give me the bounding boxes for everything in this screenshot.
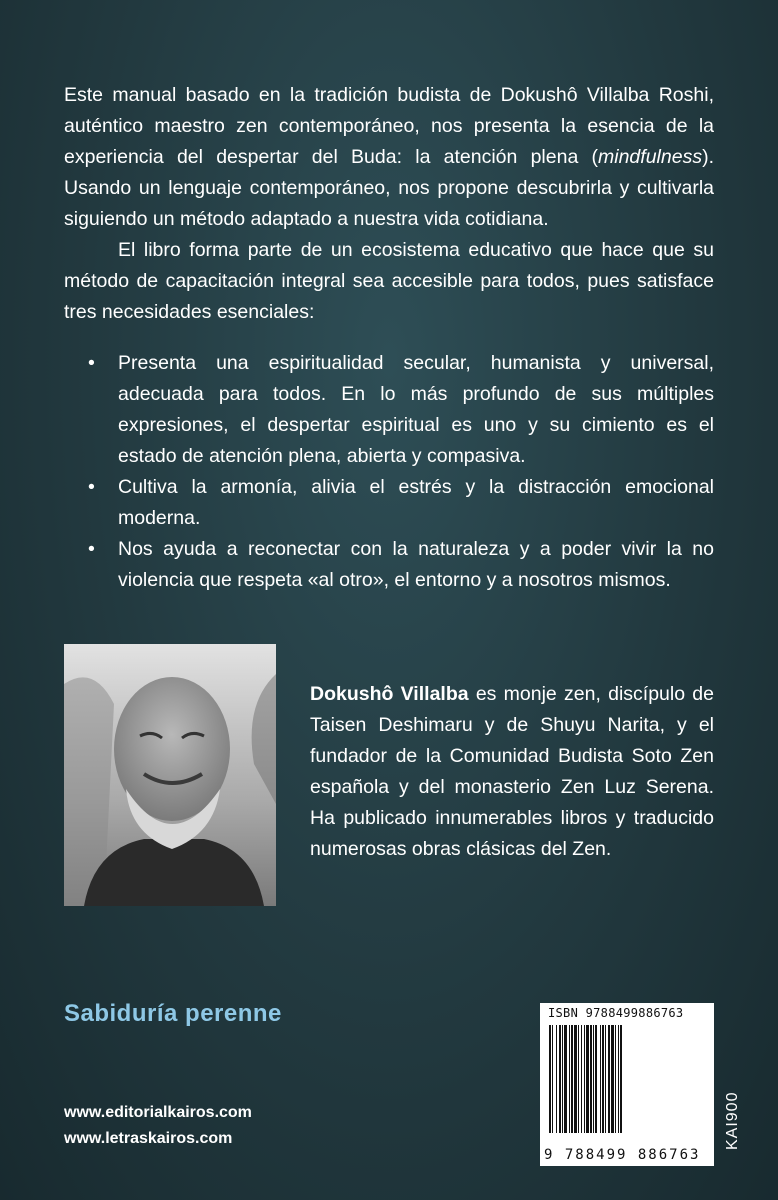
needs-list bbox=[88, 348, 714, 596]
barcode-bar bbox=[581, 1025, 582, 1133]
barcode-bar bbox=[595, 1025, 597, 1133]
list-item-text: Cultiva la armonía, alivia el estrés y la distracción emocional moderna. bbox=[118, 476, 714, 529]
barcode-bar bbox=[615, 1025, 616, 1133]
bullet-icon: • bbox=[88, 476, 95, 498]
website-link[interactable]: www.editorialkairos.com bbox=[64, 1104, 252, 1121]
list-item-text: Nos ayuda a reconectar con la naturaleza y a poder vivir la no violencia que respeta «al otro», el entorno y a nosotros mismos. bbox=[118, 538, 714, 591]
barcode-bar bbox=[618, 1025, 619, 1133]
isbn-barcode bbox=[540, 1003, 714, 1166]
barcode-bar bbox=[569, 1025, 570, 1133]
barcode-bar bbox=[586, 1025, 589, 1133]
collection-name: Sabiduría perenne bbox=[64, 1000, 282, 1027]
intro-paragraph-2: El libro forma parte de un ecosistema educativo que hace que su método de capacitación integral sea accesible para todos, pues satisface tres necesidades esenciales: bbox=[64, 239, 714, 323]
barcode-bar bbox=[605, 1025, 606, 1133]
barcode-bar bbox=[549, 1025, 551, 1133]
isbn-digits: 9 788499 886763 bbox=[544, 1147, 701, 1163]
isbn-label: ISBN 9788499886763 bbox=[548, 1006, 684, 1020]
list-item-text: Presenta una espiritualidad secular, humanista y universal, adecuada para todos. En lo más profundo de sus múltiples expresiones, el despertar espiritual es uno y su cimiento es el estado de atención plena, abierta y compasiva. bbox=[118, 352, 714, 467]
barcode-bar bbox=[602, 1025, 604, 1133]
list-item bbox=[88, 534, 714, 596]
author-photo bbox=[64, 644, 276, 906]
barcode-bar bbox=[564, 1025, 567, 1133]
intro-text: Este manual basado en la tradición budista de Dokushô Villalba Roshi, auténtico maestro zen contemporáneo, nos presenta la esencia de la experiencia del despertar del Buda: la atención plena ( bbox=[64, 84, 714, 168]
product-code: KAI900 bbox=[724, 1091, 741, 1150]
barcode-bar bbox=[590, 1025, 592, 1133]
barcode-bars bbox=[547, 1025, 707, 1133]
barcode-bar bbox=[608, 1025, 610, 1133]
barcode-bar bbox=[559, 1025, 561, 1133]
website-link[interactable]: www.letraskairos.com bbox=[64, 1130, 233, 1147]
bullet-icon: • bbox=[88, 538, 95, 560]
barcode-bar bbox=[620, 1025, 622, 1133]
list-item bbox=[88, 472, 714, 534]
barcode-bar bbox=[584, 1025, 585, 1133]
intro-text-cont: ). Usando un lenguaje contemporáneo, nos propone descubrirla y cultivarla siguiendo un método adaptado a nuestra vida cotidiana. bbox=[64, 146, 714, 230]
author-bio bbox=[310, 679, 714, 865]
author-bio-text: es monje zen, discípulo de Taisen Deshimaru y de Shuyu Narita, y el fundador de la Comunidad Budista Soto Zen española y del monasterio Zen Luz Serena. Ha publicado innumerables libros y traducido numerosas obras clásicas del Zen. bbox=[310, 683, 714, 860]
barcode-bar bbox=[556, 1025, 557, 1133]
barcode-bar bbox=[571, 1025, 573, 1133]
barcode-bar bbox=[562, 1025, 563, 1133]
barcode-bar bbox=[578, 1025, 579, 1133]
barcode-bar bbox=[574, 1025, 577, 1133]
barcode-bar bbox=[600, 1025, 601, 1133]
barcode-bar bbox=[611, 1025, 614, 1133]
back-cover-description bbox=[64, 80, 714, 328]
barcode-bar bbox=[593, 1025, 594, 1133]
barcode-bar bbox=[552, 1025, 553, 1133]
author-name: Dokushô Villalba bbox=[310, 683, 469, 705]
intro-paragraph-1 bbox=[64, 80, 714, 235]
mindfulness-term: mindfulness bbox=[598, 146, 703, 168]
author-portrait-illustration bbox=[64, 644, 276, 906]
list-item bbox=[88, 348, 714, 472]
bullet-icon: • bbox=[88, 352, 95, 374]
